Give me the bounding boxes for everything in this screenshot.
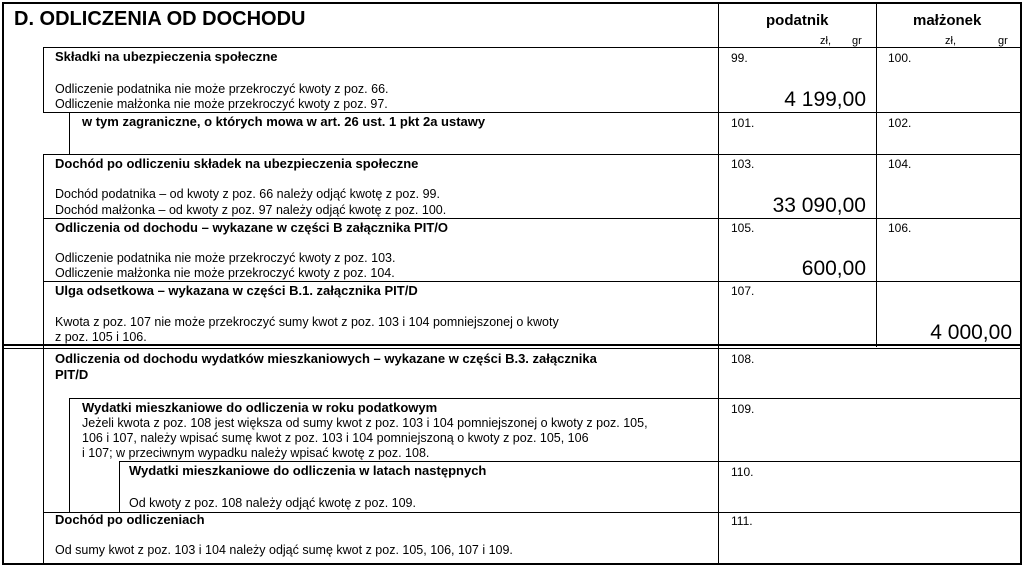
row-label-pit-o-deductions: Odliczenia od dochodu – wykazane w części B załącznika PIT/O [55, 220, 449, 235]
amount-field-102[interactable] [878, 130, 1018, 152]
indent-line-1b [43, 154, 44, 564]
amount-field-104[interactable] [878, 172, 1018, 216]
amount-field-106[interactable] [878, 236, 1018, 280]
row-label-social-contributions: Składki na ubezpieczenia społeczne [55, 49, 278, 64]
row-note: z poz. 105 i 106. [55, 330, 147, 344]
amount-field-110[interactable] [720, 480, 1018, 510]
section-title: D. ODLICZENIA OD DOCHODU [14, 8, 306, 30]
field-number-110: 110. [731, 465, 754, 479]
row-label-interest-relief: Ulga odsetkowa – wykazana w części B.1. załącznika PIT/D [55, 283, 418, 298]
indent-line-1 [43, 47, 44, 112]
row-note: Od kwoty z poz. 108 należy odjąć kwotę z poz. 109. [129, 496, 416, 510]
rule-amount-108 [718, 398, 1020, 399]
row-label-income-after-deductions: Dochód po odliczeniach [55, 512, 205, 527]
row-note: Odliczenie małżonka nie może przekroczyć kwoty z poz. 97. [55, 97, 388, 111]
amount-field-105[interactable]: 600,00 [801, 257, 866, 280]
amount-field-108[interactable] [720, 368, 1018, 396]
row-note: Odliczenie podatnika nie może przekroczyć kwoty z poz. 103. [55, 251, 396, 265]
amount-field-111[interactable] [720, 530, 1018, 558]
rule-row-107 [4, 344, 1020, 346]
rule-amount-110 [718, 512, 1020, 513]
row-note: Dochód małżonka – od kwoty z poz. 97 należy odjąć kwotę z poz. 100. [55, 203, 447, 217]
field-number-105: 105. [731, 221, 755, 235]
field-number-108: 108. [731, 352, 755, 366]
rule-row-101 [43, 154, 1020, 155]
unit-gr-taxpayer: gr [852, 35, 862, 47]
field-number-99: 99. [731, 51, 748, 65]
row-note: Odliczenie podatnika nie może przekroczyć kwoty z poz. 66. [55, 82, 389, 96]
rule-row-107b [4, 348, 1020, 349]
indent-line-3 [69, 398, 70, 512]
field-number-104: 104. [888, 157, 912, 171]
row-note: Jeżeli kwota z poz. 108 jest większa od sumy kwot z poz. 103 i 104 pomniejszonej o kwoty z poz. 105, [82, 416, 648, 430]
amount-field-107[interactable]: 4 000,00 [930, 321, 1012, 344]
field-number-101: 101. [731, 116, 755, 130]
column-header-spouse: małżonek [913, 12, 982, 29]
field-number-106: 106. [888, 221, 912, 235]
unit-gr-spouse: gr [998, 35, 1008, 47]
row-note: i 107; w przeciwnym wypadku należy wpisać kwotę z poz. 108. [82, 446, 430, 460]
row-label-housing-deductions: Odliczenia od dochodu wydatków mieszkaniowych – wykazane w części B.3. załącznika [55, 351, 597, 366]
row-label-foreign-contributions: w tym zagraniczne, o których mowa w art. 26 ust. 1 pkt 2a ustawy [82, 114, 486, 129]
field-number-111: 111. [731, 514, 753, 528]
unit-zl-taxpayer: zł, [820, 35, 831, 47]
amount-field-99[interactable]: 4 199,00 [784, 88, 866, 111]
row-label-income-after-contributions: Dochód po odliczeniu składek na ubezpieczenia społeczne [55, 156, 419, 171]
rule-row-108 [69, 398, 718, 399]
row-note: Kwota z poz. 107 nie może przekroczyć sumy kwot z poz. 103 i 104 pomniejszonej o kwoty [55, 315, 559, 329]
amount-field-109[interactable] [720, 418, 1018, 459]
row-note: Dochód podatnika – od kwoty z poz. 66 należy odjąć kwotę z poz. 99. [55, 187, 440, 201]
divider-taxpayer-column [718, 2, 719, 563]
unit-zl-spouse: zł, [945, 35, 956, 47]
amount-field-103[interactable]: 33 090,00 [772, 194, 866, 217]
divider-spouse-column [876, 2, 877, 347]
rule-amount-109 [718, 461, 1020, 462]
field-number-102: 102. [888, 116, 912, 130]
field-number-100: 100. [888, 51, 912, 65]
row-label-housing-deductions-cont: PIT/D [55, 367, 89, 382]
row-note: Odliczenie małżonka nie może przekroczyć kwoty z poz. 104. [55, 266, 395, 280]
amount-field-101[interactable] [720, 130, 874, 152]
field-number-103: 103. [731, 157, 755, 171]
indent-line-2 [69, 112, 70, 154]
row-note: Od sumy kwot z poz. 103 i 104 należy odjąć sumę kwot z poz. 105, 106, 107 i 109. [55, 543, 513, 557]
column-header-taxpayer: podatnik [766, 12, 829, 29]
row-label-housing-this-year: Wydatki mieszkaniowe do odliczenia w roku podatkowym [82, 400, 438, 415]
row-label-housing-next-years: Wydatki mieszkaniowe do odliczenia w latach następnych [129, 463, 487, 478]
field-number-107: 107. [731, 284, 755, 298]
indent-line-4 [119, 461, 120, 512]
row-note: 106 i 107, należy wpisać sumę kwot z poz. 103 i 104 pomniejszoną o kwoty z poz. 105, 106 [82, 431, 589, 445]
field-number-109: 109. [731, 402, 755, 416]
rule-header [43, 47, 1020, 48]
amount-field-100[interactable] [878, 66, 1018, 110]
